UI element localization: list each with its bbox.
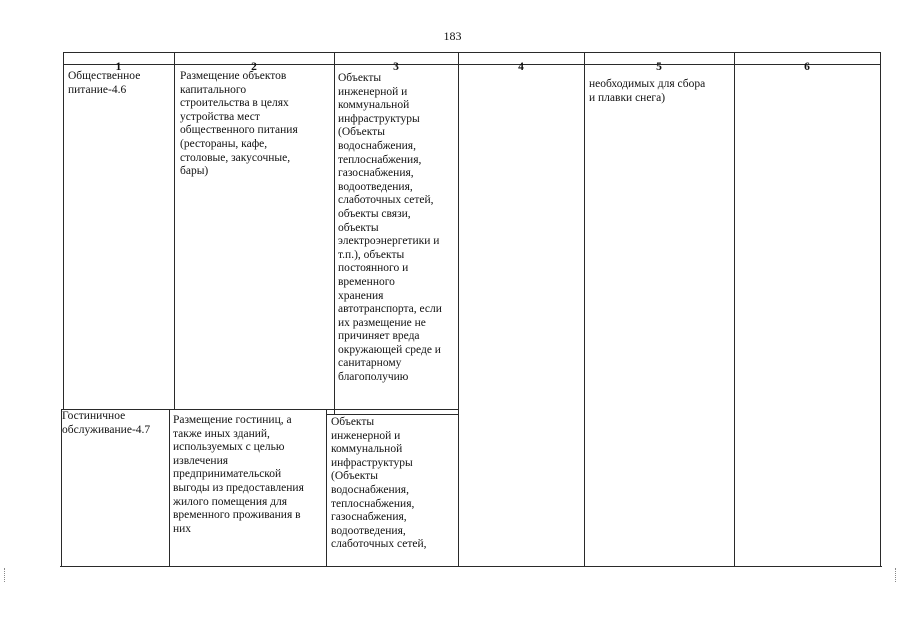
scan-edge-mark-right xyxy=(895,568,899,582)
column-header-1: 1 xyxy=(115,61,122,73)
row2-use-name: Гостиничное обслуживание-4.7 xyxy=(62,410,151,436)
page-number: 183 xyxy=(443,29,462,43)
column-header-4: 4 xyxy=(518,61,524,73)
column-header-5: 5 xyxy=(656,61,662,73)
row1-use-name: Общественное питание-4.6 xyxy=(68,70,141,96)
row1-permitted-objects: Объекты инженерной и коммунальной инфраструктуры (Объекты водоснабжения, теплоснабжения, газоснабжения, водоотведения, слаботочных сетей, объекты связи, объекты электроэнергетики и т.п.), объекты постоянного и временного хранения автотранспорта, если их размещение не причиняет вреда окружающей среде и санитарному благополучию xyxy=(338,72,442,384)
column-header-2: 2 xyxy=(251,61,257,73)
row2-description: Размещение гостиниц, а также иных зданий, используемых с целью извлечения предпринимательской выгоды из предоставления жилого помещения для временного проживания в них xyxy=(173,414,304,535)
column-header-3: 3 xyxy=(393,61,399,73)
column-header-6: 6 xyxy=(804,61,810,73)
scan-edge-mark-left xyxy=(4,568,8,582)
row2-permitted-objects: Объекты инженерной и коммунальной инфраструктуры (Объекты водоснабжения, теплоснабжения, газоснабжения, водоотведения, слаботочных сетей, xyxy=(331,416,427,551)
row1-column5-text: необходимых для сбора и плавки снега) xyxy=(589,78,706,104)
row1-description: Размещение объектов капитального строительства в целях устройства мест общественного питания (рестораны, кафе, столовые, закусочные, бары) xyxy=(180,70,298,178)
